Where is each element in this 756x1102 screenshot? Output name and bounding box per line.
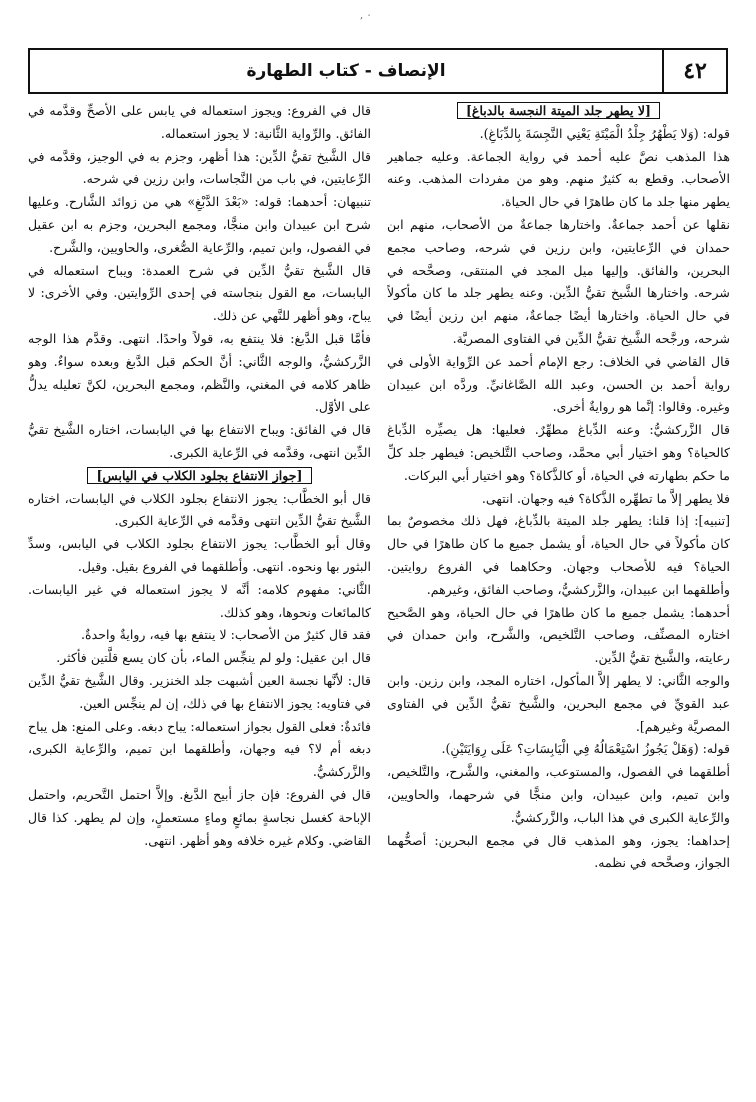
paragraph: وقال أبو الخطَّاب: يجوز الانتفاع بجلود الكلاب في اليابس، وسدِّ البثور بها ونحوه. انتهى. وأطلقهما في الفروع بقيل. وقيل. (28, 536, 371, 574)
section-heading: [لا يطهر جلد الميتة النجسة بالدباغ] (387, 100, 730, 123)
paragraph: الثَّاني: مفهوم كلامه: أنَّه لا يجوز استعماله في غير اليابسات. كالمائعات ونحوها، وهو كذلك. (28, 581, 371, 620)
paragraph: تنبيهان: أحدهما: قوله: «بَعْدَ الدَّبْغِ» هي من زوائد الشَّارح. وعليها شرح ابن عبيدان وابن منجًّا، ومجمع البحرين، وجزم به ابن عقيل في الفصول، وابن تميم، والرِّعاية الصُّغرى، والحاويين، والشَّرح. (28, 194, 371, 255)
paragraph: فقد قال كثيرٌ من الأصحاب: لا ينتفع بها فيه، روايةٌ واحدةٌ. (80, 627, 371, 643)
right-column (387, 100, 730, 1080)
page-header (28, 48, 728, 94)
paragraph: قال الشَّيخ تقيُّ الدِّين في شرح العمدة: ويباح استعماله في اليابسات، مع القول بنجاسته في إحدى الرِّوايتين. وفي الأخرى: لا يباح، وهو أظهر للنَّهي عن ذلك. (28, 262, 371, 324)
paragraph: قال في الفائق: ويباح الانتفاع بها في اليابسات، اختاره الشَّيخ تقيُّ الدِّين انتهى، وقدَّمه في الرِّعاية الكبرى. (28, 422, 371, 460)
paragraph: والوجه الثَّاني: لا يطهر إلاَّ المأكول، اختاره المجد، وابن رزين. وابن عبد القويِّ في مجمع البحرين، والشَّيخ تقيُّ الدِّين في الفتاوى المصريَّة وغيرهم]. (387, 672, 730, 734)
paragraph: قال الزَّركشيُّ: وعنه الدِّباغ مطهِّرٌ. فعليها: هل يصيِّره الدِّباغ كالحياة؟ وهو اختيار أبي محمَّد، وصاحب التَّلخيص: فيطهر جلد كلِّ ما حكم بطهارته في الحياة، أو كالذَّكاة؟ وهو اختيار أبي البركات. (387, 422, 730, 483)
paragraph: قال في الفروع: فإن جاز أبيح الدَّبغ. وإلاَّ احتمل التَّحريم، واحتمل الإباحة كغسل نجاسةٍ بمائعٍ وماءٍ مستعملٍ، وإن لم يطهر. كذا قال القاضي. وكلام غيره خلافه وهو أظهر. انتهى. (28, 786, 371, 848)
paragraph: أطلقهما في الفصول، والمستوعب، والمغني، والشَّرح، والتَّلخيص، وابن تميم، وابن عبيدان، وابن منجًّا في شرحهما، والحاويين، والرِّعاية الكبرى في هذا الباب، والزَّركشيُّ. (387, 764, 730, 825)
page-number: ٤٢ (662, 50, 726, 92)
paragraph: فلا يطهر إلاَّ ما تطهِّره الذَّكاة؟ فيه وجهان. انتهى. (481, 490, 730, 506)
section-heading: [جواز الانتفاع بجلود الكلاب في اليابس] (28, 465, 371, 488)
text-columns (28, 100, 730, 1080)
paragraph: نقلها عن أحمد جماعةٌ. واختارها جماعةٌ من الأصحاب، منهم ابن حمدان في الرِّعايتين، وابن رزين في شرحه، وصاحب مجمع البحرين، والفائق. وإليها ميل المجد في المنتقى، وصحَّحه في شرحه. واختارها الشَّيخ تقيُّ الدِّين. وعنه يطهر جلد ما كان مأكولاً في حال الحياة. واختارها أيضًا جماعةٌ، منهم ابن رزين أيضًا في شرحه، ورجَّحه الشَّيخ تقيُّ الدِّين في الفتاوى المصريَّة. (387, 216, 730, 346)
paragraph: قال ابن عقيل: ولو لم ينجِّس الماء، بأن كان يسع قلَّتين فأكثر. (56, 650, 371, 666)
paragraph: هذا المذهب نصَّ عليه أحمد في رواية الجماعة. وعليه جماهير الأصحاب. وقطع به كثيرٌ منهم. وهو من مفردات المذهب. وعنه يطهر منها جلد ما كان طاهرًا في حال الحياة. (387, 148, 730, 210)
paragraph: إحداهما: يجوز، وهو المذهب قال في مجمع البحرين: أصحُّهما الجواز، وصحَّحه في نظمه. (387, 832, 730, 871)
paragraph: قوله: (وَهَلْ يَجُوزُ اسْتِعْمَالُهُ فِي الْيَابِسَاتِ؟ عَلَى رِوَايَتَيْنِ). (441, 741, 730, 757)
paragraph: قوله: (وَلا يَطْهُرُ جِلْدُ الْمَيْتَةِ يَعْنِي النَّجِسَةَ بِالدِّبَاغِ). (479, 125, 730, 141)
left-column (28, 100, 371, 1080)
paragraph: [تنبيه]: إذا قلنا: يطهر جلد الميتة بالدِّباغ، فهل ذلك مخصوصٌ بما كان مأكولاً في حال الحياة، أو يشمل جميع ما كان طاهرًا في حال الحياة؟ فيه للأصحاب وجهان. وحكاهما في الفروع روايتين. وأطلقهما ابن عبيدان، والزَّركشيُّ، وصاحب الفائق، وغيرهم. (387, 513, 730, 597)
paragraph: قال أبو الخطَّاب: يجوز الانتفاع بجلود الكلاب في اليابسات، اختاره الشَّيخ تقيُّ الدِّين انتهى وقدَّمه في الرِّعاية الكبرى. (28, 490, 371, 529)
running-title: الإنصاف - كتاب الطهارة (246, 61, 446, 81)
paragraph: قال: لأنَّها نجسة العين أشبهت جلد الخنزير. وقال الشَّيخ تقيُّ الدِّين في فتاويه: يجوز الانتفاع بها في ذلك، إن لم ينجِّس العين. (28, 672, 371, 711)
paragraph: فائدةٌ: فعلى القول بجواز استعماله: يباح دبغه. وعلى المنع: هل يباح دبغه أم لا؟ فيه وجهان، وأطلقهما ابن تميم، والرِّعاية الكبرى، والزَّركشيُّ. (28, 718, 371, 780)
paragraph: فأمَّا قبل الدَّبغ: فلا ينتفع به، قولاً واحدًا. انتهى. وقدَّم هذا الوجه الزَّركشيُّ، والوجه الثَّاني: أنَّ الحكم قبل الدَّبغ وبعده سواءٌ. وهو ظاهر كلامه في المغني، والنَّظم، ومجمع البحرين، لكنَّ تعليله يدلُّ على الأوَّل. (28, 330, 371, 415)
paragraph: قال في الفروع: ويجوز استعماله في يابس على الأصحِّ وقدَّمه في الفائق. والرِّواية الثَّانية: لا يجوز استعماله. (28, 103, 371, 141)
paragraph: قال الشَّيخ تقيُّ الدِّين: هذا أظهر، وجزم به في الوجيز، وقدَّمه في الرِّعايتين، في باب من النَّجاسات، وابن رزين في شرحه. (28, 148, 371, 187)
top-mark: ٠ , (360, 10, 372, 21)
paragraph: أحدهما: يشمل جميع ما كان طاهرًا في حال الحياة، وهو الصَّحيح اختاره المصنِّف، وصاحب التَّلخيص، والشَّرح، وابن حمدان في رعايته، والشَّيخ تقيُّ الدِّين. (387, 604, 730, 666)
paragraph: قال القاضي في الخلاف: رجع الإمام أحمد عن الرِّواية الأولى في رواية أحمد بن الحسن، وعبد الله الصَّاغانيِّ. وردَّه ابن عبيدان وغيره. وقالوا: إنَّما هو روايةٌ أخرى. (387, 353, 730, 415)
